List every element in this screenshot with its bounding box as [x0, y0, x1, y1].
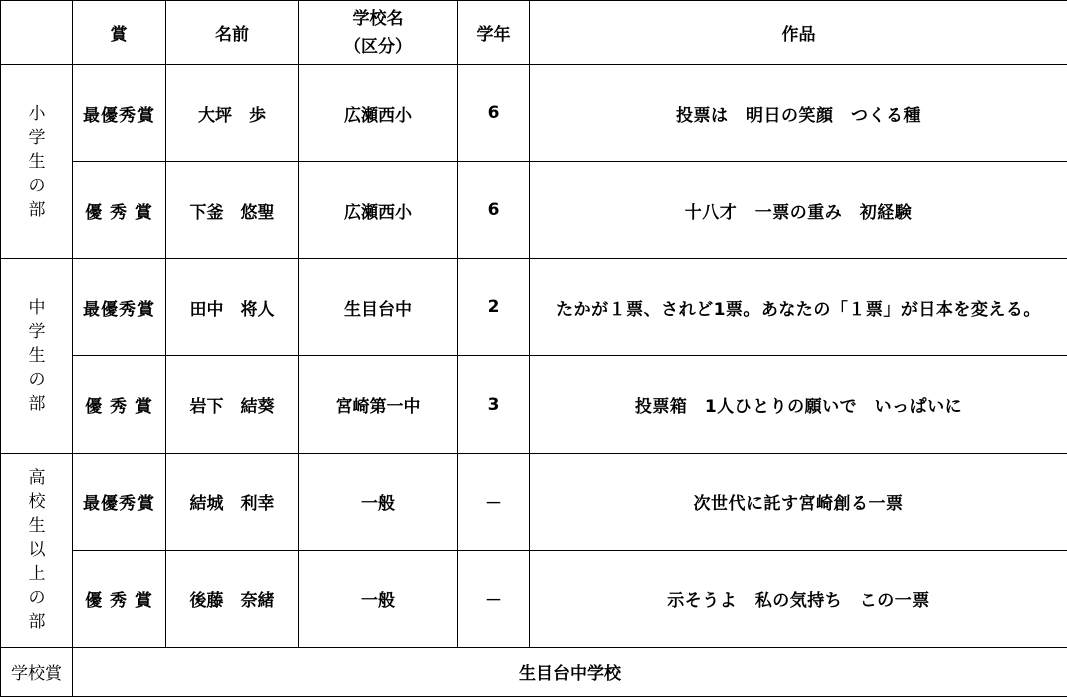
grade-cell: －	[458, 453, 530, 550]
name-cell: 結城 利幸	[166, 453, 299, 550]
school-award-label: 学校賞	[1, 647, 73, 696]
work-cell: 投票は 明日の笑顔 つくる種	[530, 65, 1067, 162]
name-cell: 下釜 悠聖	[166, 162, 299, 259]
table-row	[1, 550, 1067, 647]
header-school-sublabel: （区分）	[344, 36, 412, 57]
work-cell: 十八才 一票の重み 初経験	[530, 162, 1067, 259]
table-row	[1, 356, 1067, 453]
award-cell: 優 秀 賞	[73, 356, 166, 453]
award-cell: 最優秀賞	[73, 259, 166, 356]
header-name: 名前	[166, 1, 299, 65]
award-cell: 最優秀賞	[73, 65, 166, 162]
header-row	[1, 1, 1067, 65]
category-label: 高校生以上の部	[28, 468, 46, 633]
table-row	[1, 259, 1067, 356]
header-work: 作品	[530, 1, 1067, 65]
category-cell	[1, 65, 73, 259]
name-cell: 後藤 奈緒	[166, 550, 299, 647]
header-award: 賞	[73, 1, 166, 65]
header-grade: 学年	[458, 1, 530, 65]
school-cell: 一般	[299, 453, 458, 550]
school-cell: 宮崎第一中	[299, 356, 458, 453]
school-award-row	[1, 647, 1067, 696]
school-cell: 一般	[299, 550, 458, 647]
grade-cell: －	[458, 550, 530, 647]
work-cell: 示そうよ 私の気持ち この一票	[530, 550, 1067, 647]
school-cell: 生目台中	[299, 259, 458, 356]
grade-cell: 6	[458, 162, 530, 259]
work-cell: 投票箱 1人ひとりの願いで いっぱいに	[530, 356, 1067, 453]
work-cell: たかが１票、されど1票。あなたの「１票」が日本を変える。	[530, 259, 1067, 356]
award-cell: 最優秀賞	[73, 453, 166, 550]
table-row	[1, 453, 1067, 550]
award-cell: 優 秀 賞	[73, 550, 166, 647]
name-cell: 岩下 結葵	[166, 356, 299, 453]
grade-cell: 2	[458, 259, 530, 356]
grade-cell: 6	[458, 65, 530, 162]
category-label: 小学生の部	[28, 103, 46, 220]
school-award-value: 生目台中学校	[73, 647, 1067, 696]
table-row	[1, 162, 1067, 259]
school-cell: 広瀬西小	[299, 162, 458, 259]
category-cell	[1, 259, 73, 453]
category-label: 中学生の部	[28, 297, 46, 414]
name-cell: 田中 将人	[166, 259, 299, 356]
school-cell: 広瀬西小	[299, 65, 458, 162]
table-row	[1, 65, 1067, 162]
work-cell: 次世代に託す宮崎創る一票	[530, 453, 1067, 550]
category-cell	[1, 453, 73, 647]
grade-cell: 3	[458, 356, 530, 453]
header-school	[299, 1, 458, 65]
name-cell: 大坪 歩	[166, 65, 299, 162]
header-category-blank	[1, 1, 73, 65]
header-school-label: 学校名	[352, 8, 404, 29]
award-cell: 優 秀 賞	[73, 162, 166, 259]
